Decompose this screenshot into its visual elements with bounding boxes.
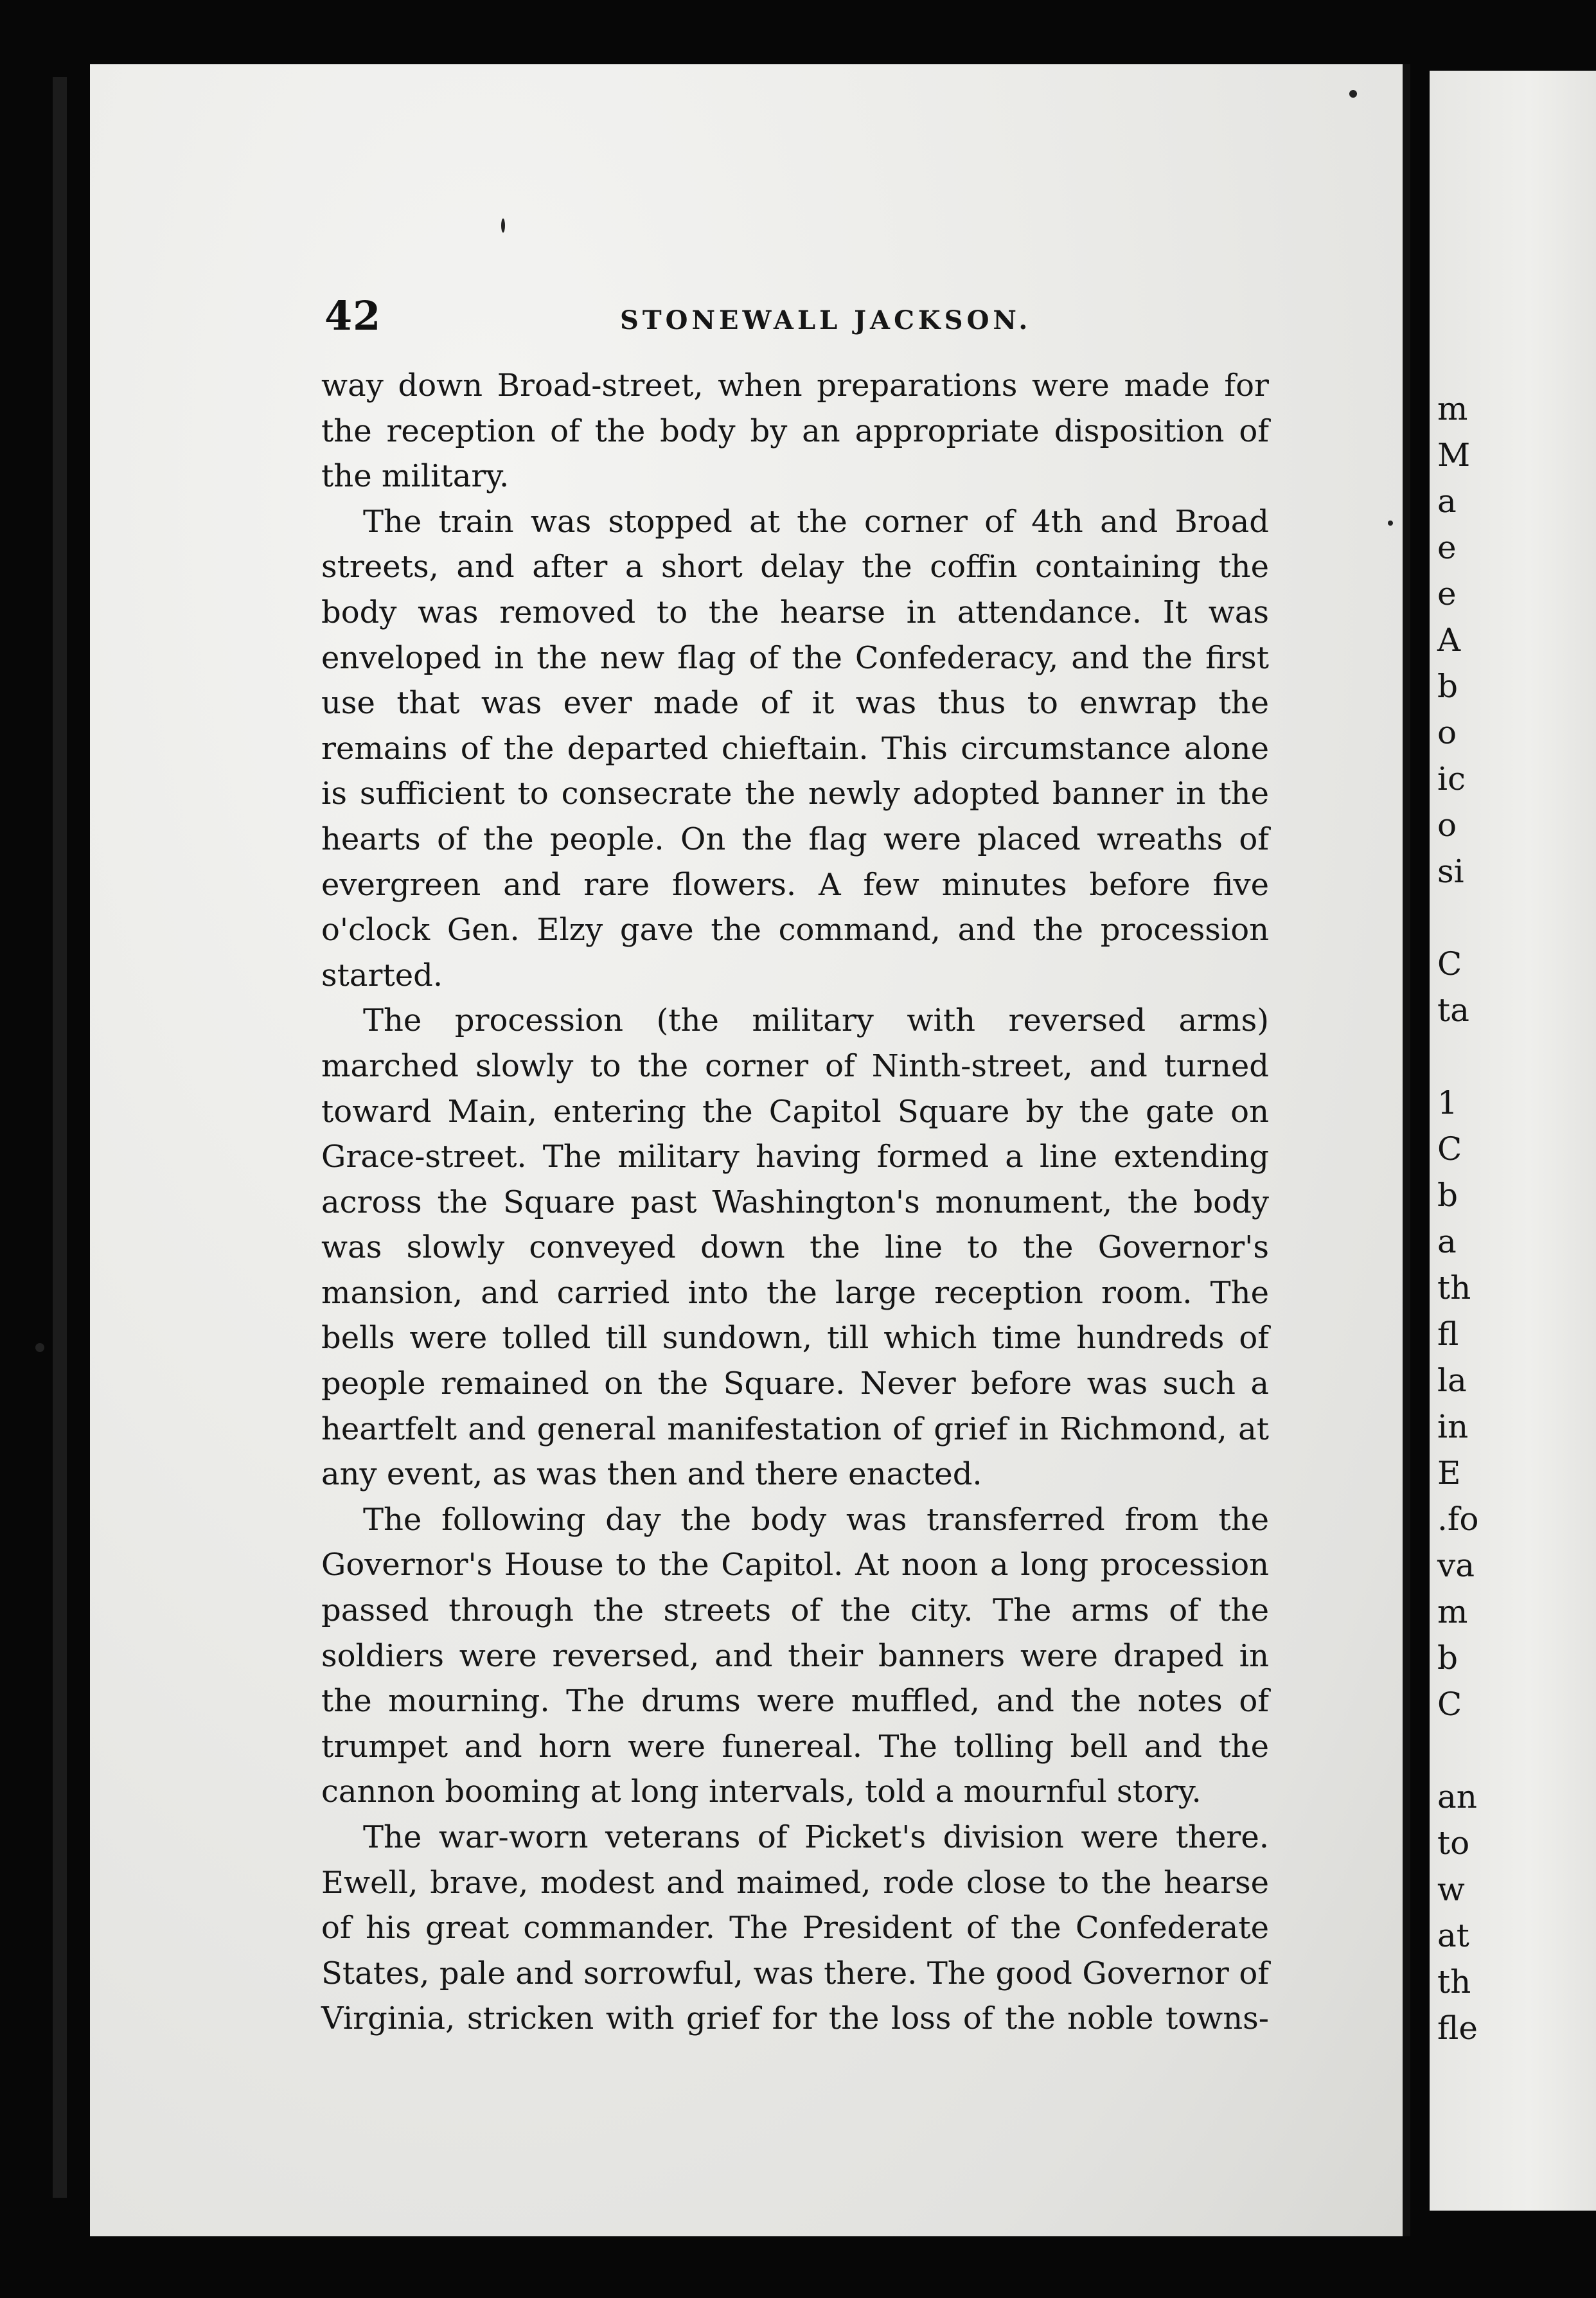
facing-page-fragment: C: [1437, 1686, 1462, 1723]
facing-page-fragment: an: [1437, 1778, 1478, 1815]
facing-page-fragment: [1437, 1033, 1479, 1080]
facing-page-fragment: va: [1437, 1547, 1475, 1584]
running-title: STONEWALL JACKSON.: [620, 305, 1032, 335]
facing-page-fragment: ta: [1437, 992, 1469, 1029]
facing-page-fragment: w: [1437, 1871, 1465, 1908]
facing-page-fragment: e: [1437, 529, 1457, 566]
facing-page-fragment: to: [1437, 1824, 1470, 1862]
facing-page-fragment: a: [1437, 483, 1457, 520]
paragraph-4: The following day the body was transferred from the Governor's House to the Capitol. At noon a long procession passed through the streets of the city. The arms of the soldiers were reversed, and their banners were draped in the mourning. The drums were muffled, and the notes of trumpet and horn were funereal. The tolling bell and the cannon booming at long intervals, told a mournful story.: [321, 1501, 1269, 1810]
facing-page-fragment: a: [1437, 1223, 1457, 1260]
facing-page-fragment: o: [1437, 806, 1457, 844]
facing-page-fragment: th: [1437, 1269, 1471, 1306]
running-head: [324, 292, 1288, 357]
facing-page-fragment: th: [1437, 1963, 1471, 2000]
facing-page-edge: [1430, 71, 1596, 2211]
facing-page-fragment: ic: [1437, 760, 1466, 797]
facing-page-fragment: at: [1437, 1917, 1469, 1954]
facing-page-fragment: b: [1437, 668, 1459, 705]
facing-page-fragment: m: [1437, 1593, 1468, 1630]
paragraph-5: The war-worn veterans of Picket's division were there. Ewell, brave, modest and maimed, rode close to the hearse of his great commander. The President of the Confederate States, pale and sorrowful, was there. The good Governor of Virginia, stricken with grief for the loss of the noble towns-: [321, 1819, 1269, 2037]
scan-speck: [35, 1343, 44, 1352]
paragraph-3: The procession (the military with reversed arms) marched slowly to the corner of Ninth-street, and turned toward Main, entering the Capitol Square by the gate on Grace-street. The military having formed a line extending across the Square past Washington's monument, the body was slowly conveyed down the line to the Governor's mansion, and carried into the large reception room. The bells were tolled till sundown, till which time hundreds of people remained on the Square. Never before was such a heartfelt and general manifestation of grief in Richmond, at any event, as was then and there enacted.: [321, 1002, 1269, 1493]
scan-speck: [1349, 90, 1357, 98]
facing-page-fragment: la: [1437, 1362, 1467, 1399]
facing-page-fragment: E: [1437, 1454, 1461, 1492]
page-body-text: [321, 363, 1269, 2042]
scan-speck: [501, 218, 505, 233]
facing-page-fragment: b: [1437, 1177, 1459, 1214]
facing-page-fragment: fl: [1437, 1315, 1459, 1353]
page-number: 42: [324, 292, 382, 339]
facing-page-text-fragments: [1437, 386, 1479, 2051]
paragraph-2: The train was stopped at the corner of 4th and Broad streets, and after a short delay the coffin containing the body was removed to the hearse in attendance. It was enveloped in the new flag of the Confederacy, and the first use that was ever made of it was thus to enwrap the remains of the departed chieftain. This circumstance alone is sufficient to consecrate the newly adopted banner in the hearts of the people. On the flag were placed wreaths of evergreen and rare flowers. A few minutes before five o'clock Gen. Elzy gave the command, and the procession started.: [321, 503, 1269, 993]
facing-page-fragment: .fo: [1437, 1501, 1479, 1538]
facing-page-fragment: M: [1437, 436, 1471, 474]
facing-page-fragment: A: [1437, 621, 1461, 659]
facing-page-fragment: m: [1437, 390, 1468, 427]
facing-page-fragment: 1: [1437, 1084, 1458, 1121]
facing-page-fragment: o: [1437, 714, 1457, 751]
facing-page-fragment: e: [1437, 575, 1457, 612]
facing-page-fragment: C: [1437, 945, 1462, 983]
facing-page-fragment: b: [1437, 1639, 1459, 1677]
facing-page-fragment: [1437, 1727, 1479, 1774]
facing-page-fragment: fle: [1437, 2009, 1478, 2047]
facing-page-fragment: in: [1437, 1408, 1469, 1445]
paragraph-1: way down Broad-street, when preparations were made for the reception of the body by an appropriate disposition of the military.: [321, 368, 1269, 495]
facing-page-fragment: [1437, 895, 1479, 941]
book-gutter-shadow: [53, 77, 67, 2198]
facing-page-fragment: C: [1437, 1130, 1462, 1168]
scan-speck: [1388, 521, 1393, 526]
facing-page-fragment: si: [1437, 853, 1464, 890]
